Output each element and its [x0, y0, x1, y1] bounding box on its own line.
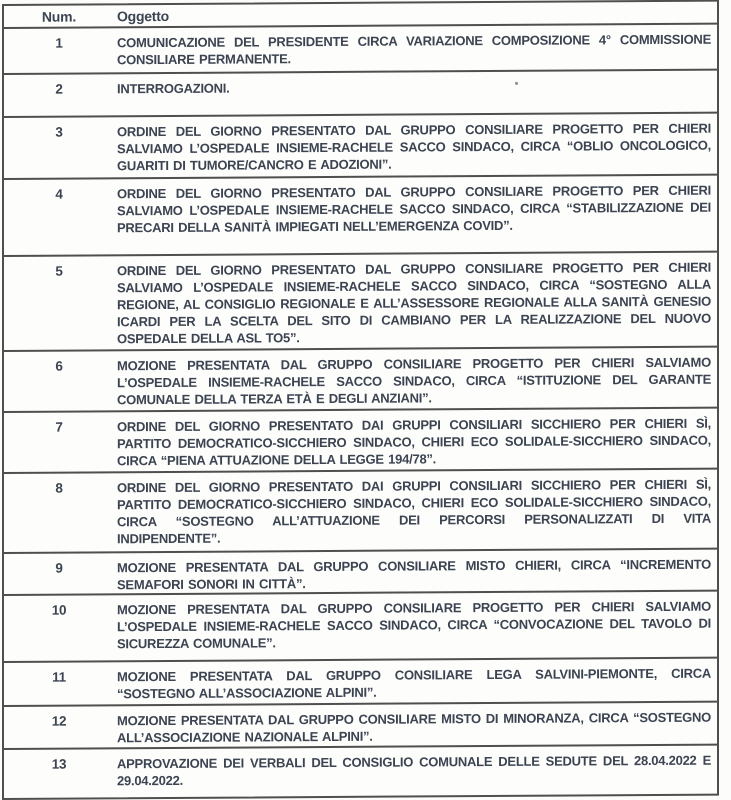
row-oggetto: ORDINE DEL GIORNO PRESENTATO DAL GRUPPO CONSILIARE PROGETTO PER CHIERI SALVIAMO L’OSPEDALE INSIEME-RACHELE SACCO SINDACO, CIRCA “STABILIZZAZIONE DEI PRECARI DELLA SANITÀ IMPIEGATI NELL’EMERGENZA COVID”. [114, 176, 717, 237]
row-num: 9 [4, 553, 114, 577]
table-row [4, 114, 717, 180]
row-num: 13 [4, 749, 114, 773]
row-num: 5 [4, 256, 114, 280]
table-row [4, 176, 717, 257]
row-num: 6 [4, 351, 114, 375]
table-row [4, 409, 717, 474]
row-num: 10 [4, 595, 114, 619]
row-num: 1 [4, 28, 114, 52]
table-row [4, 550, 717, 596]
row-oggetto: MOZIONE PRESENTATA DAL GRUPPO CONSILIARE PROGETTO PER CHIERI SALVIAMO L’OSPEDALE INSIEME-RACHELE SACCO SINDACO, CIRCA “ISTITUZIONE DEL GARANTE COMUNALE DELLA TERZA ETÀ E DEGLI ANZIANI”. [114, 348, 717, 409]
row-oggetto: MOZIONE PRESENTATA DAL GRUPPO CONSILIARE MISTO DI MINORANZA, CIRCA “SOSTEGNO ALL’ASSOCIAZIONE NAZIONALE ALPINI”. [114, 703, 717, 747]
row-oggetto: INTERROGAZIONI. [114, 71, 717, 98]
row-oggetto: ORDINE DEL GIORNO PRESENTATO DAL GRUPPO CONSILIARE PROGETTO PER CHIERI SALVIAMO L’OSPEDALE INSIEME-RACHELE SACCO SINDACO, CIRCA “OBLIO ONCOLOGICO, GUARITI DI TUMORE/CANCRO E ADOZIONI”. [114, 114, 717, 175]
row-num: 11 [4, 662, 114, 686]
table-row [4, 253, 717, 352]
row-num: 12 [4, 706, 114, 730]
row-oggetto: APPROVAZIONE DEI VERBALI DEL CONSIGLIO COMUNALE DELLE SEDUTE DEL 28.04.2022 E 29.04.2022. [114, 746, 717, 790]
row-num: 8 [4, 473, 114, 497]
table-row [4, 348, 717, 413]
table-row [4, 470, 717, 554]
table-row [4, 659, 717, 707]
agenda-table [2, 0, 719, 800]
table-row [4, 592, 717, 663]
table-row [4, 746, 717, 798]
row-oggetto: ORDINE DEL GIORNO PRESENTATO DAI GRUPPI CONSILIARI SICCHIERO PER CHIERI SÌ, PARTITO DEMOCRATICO-SICCHIERO SINDACO, CHIERI ECO SOLIDALE-SICCHIERO SINDACO, CIRCA “SOSTEGNO ALL’ATTUAZIONE DEI PERCORSI PERSONALIZZATI DI VITA INDIPENDENTE”. [114, 470, 717, 548]
row-oggetto: ORDINE DEL GIORNO PRESENTATO DAL GRUPPO CONSILIARE PROGETTO PER CHIERI SALVIAMO L’OSPEDALE INSIEME-RACHELE SACCO SINDACO, CIRCA “SOSTEGNO ALLA REGIONE, AL CONSIGLIO REGIONALE E ALL’ASSESSORE REGIONALE ALLA SANITÀ GENESIO ICARDI PER LA SCELTA DEL SITO DI CAMBIANO PER LA REALIZZAZIONE DEL NUOVO OSPEDALE DELLA ASL TO5”. [114, 253, 717, 348]
column-header-oggetto: Oggetto [114, 2, 717, 26]
row-oggetto: MOZIONE PRESENTATA DAL GRUPPO CONSILIARE MISTO CHIERI, CIRCA “INCREMENTO SEMAFORI SONORI IN CITTÀ”. [114, 550, 717, 594]
row-num: 3 [4, 117, 114, 141]
row-oggetto: MOZIONE PRESENTATA DAL GRUPPO CONSILIARE PROGETTO PER CHIERI SALVIAMO L’OSPEDALE INSIEME-RACHELE SACCO SINDACO, CIRCA “CONVOCAZIONE DEL TAVOLO DI SICUREZZA COMUNALE”. [114, 592, 717, 653]
table-row [4, 71, 717, 118]
table-row [4, 703, 717, 750]
row-oggetto: MOZIONE PRESENTATA DAL GRUPPO CONSILIARE LEGA SALVINI-PIEMONTE, CIRCA “SOSTEGNO ALL’ASSOCIAZIONE ALPINI”. [114, 659, 717, 703]
column-header-num: Num. [4, 5, 114, 26]
row-num: 7 [4, 412, 114, 436]
row-num: 4 [4, 179, 114, 203]
table-row [4, 25, 717, 75]
row-oggetto: ORDINE DEL GIORNO PRESENTATO DAI GRUPPI CONSILIARI SICCHIERO PER CHIERI SÌ, PARTITO DEMOCRATICO-SICCHIERO SINDACO, CHIERI ECO SOLIDALE-SICCHIERO SINDACO, CIRCA “PIENA ATTUAZIONE DELLA LEGGE 194/78”. [114, 409, 717, 470]
row-oggetto: COMUNICAZIONE DEL PRESIDENTE CIRCA VARIAZIONE COMPOSIZIONE 4° COMMISSIONE CONSILIARE PERMANENTE. [114, 25, 717, 69]
scan-speck-artifact [515, 82, 518, 85]
row-num: 2 [4, 74, 114, 98]
